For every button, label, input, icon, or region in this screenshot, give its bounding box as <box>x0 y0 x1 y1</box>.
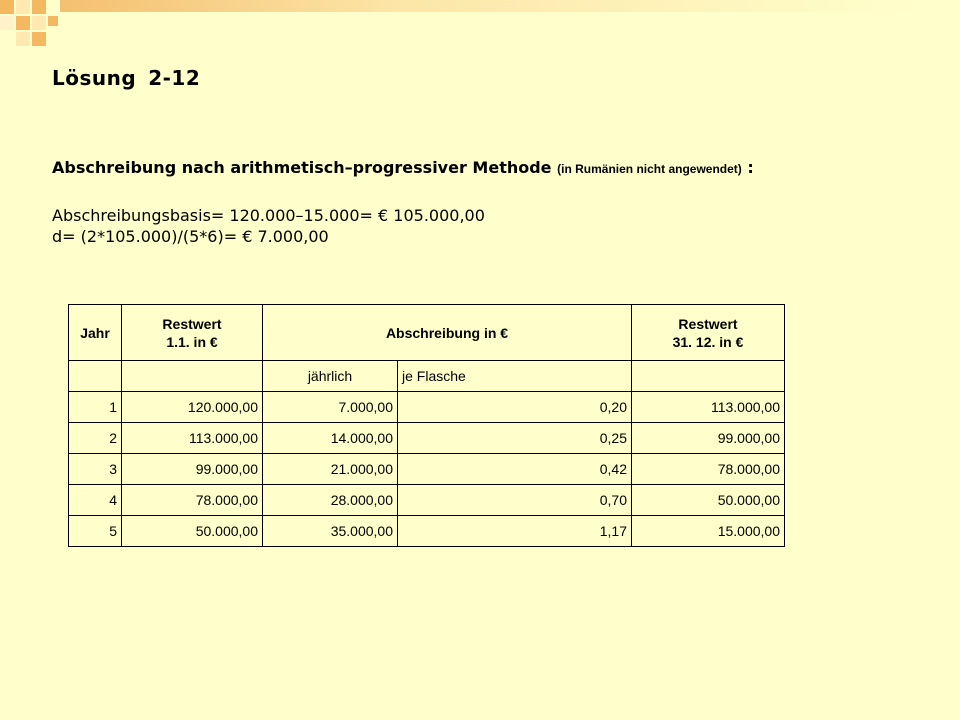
slide-title <box>52 66 200 90</box>
cell-restwert-end: 50.000,00 <box>632 485 785 516</box>
cell-je-flasche: 0,42 <box>398 454 632 485</box>
deco-square <box>0 0 14 14</box>
table-row <box>69 485 785 516</box>
deco-square <box>16 16 30 30</box>
cell-jahr: 5 <box>69 516 122 547</box>
cell-restwert-end: 15.000,00 <box>632 516 785 547</box>
deco-square <box>0 16 14 30</box>
header-restwert-start-line2: 1.1. in € <box>166 333 218 350</box>
subheader-jaehrlich: jährlich <box>263 361 398 392</box>
deco-square <box>16 0 30 14</box>
subheader-empty <box>69 361 122 392</box>
title-number: 2-12 <box>148 66 201 90</box>
cell-jaehrlich: 21.000,00 <box>263 454 398 485</box>
deco-square <box>32 32 46 46</box>
cell-je-flasche: 0,70 <box>398 485 632 516</box>
depreciation-table <box>68 304 785 547</box>
cell-jaehrlich: 28.000,00 <box>263 485 398 516</box>
cell-je-flasche: 0,25 <box>398 423 632 454</box>
formula-d: d= (2*105.000)/(5*6)= € 7.000,00 <box>52 227 329 246</box>
heading-colon: : <box>747 158 754 177</box>
header-restwert-start-line1: Restwert <box>162 315 222 332</box>
cell-restwert-start: 99.000,00 <box>122 454 263 485</box>
deco-square <box>32 0 46 14</box>
table-header-row <box>69 305 785 361</box>
deco-square <box>16 32 30 46</box>
deco-square <box>48 16 58 26</box>
subheader-empty <box>632 361 785 392</box>
table-row <box>69 392 785 423</box>
header-abschreibung: Abschreibung in € <box>263 305 632 361</box>
cell-je-flasche: 1,17 <box>398 516 632 547</box>
header-restwert-start <box>122 305 263 361</box>
cell-jahr: 2 <box>69 423 122 454</box>
cell-restwert-start: 120.000,00 <box>122 392 263 423</box>
cell-jaehrlich: 7.000,00 <box>263 392 398 423</box>
table-subheader-row <box>69 361 785 392</box>
cell-jaehrlich: 35.000,00 <box>263 516 398 547</box>
cell-restwert-end: 113.000,00 <box>632 392 785 423</box>
cell-restwert-end: 78.000,00 <box>632 454 785 485</box>
header-restwert-end-line2: 31. 12. in € <box>672 333 744 350</box>
title-label: Lösung <box>52 66 137 90</box>
table-row <box>69 454 785 485</box>
cell-jaehrlich: 14.000,00 <box>263 423 398 454</box>
cell-restwert-start: 50.000,00 <box>122 516 263 547</box>
method-heading <box>52 158 754 177</box>
cell-jahr: 4 <box>69 485 122 516</box>
cell-restwert-start: 78.000,00 <box>122 485 263 516</box>
deco-square <box>32 16 46 30</box>
top-gradient-bar <box>60 0 920 12</box>
cell-restwert-end: 99.000,00 <box>632 423 785 454</box>
cell-jahr: 1 <box>69 392 122 423</box>
cell-jahr: 3 <box>69 454 122 485</box>
subheader-empty <box>122 361 263 392</box>
header-jahr: Jahr <box>69 305 122 361</box>
table-row <box>69 423 785 454</box>
heading-main: Abschreibung nach arithmetisch–progressiver Methode <box>52 158 552 177</box>
subheader-je-flasche: je Flasche <box>398 361 632 392</box>
header-restwert-end <box>632 305 785 361</box>
cell-restwert-start: 113.000,00 <box>122 423 263 454</box>
cell-je-flasche: 0,20 <box>398 392 632 423</box>
table-row <box>69 516 785 547</box>
heading-note: (in Rumänien nicht angewendet) <box>557 162 742 176</box>
header-restwert-end-line1: Restwert <box>678 315 738 332</box>
formula-basis: Abschreibungsbasis= 120.000–15.000= € 105.000,00 <box>52 206 485 225</box>
